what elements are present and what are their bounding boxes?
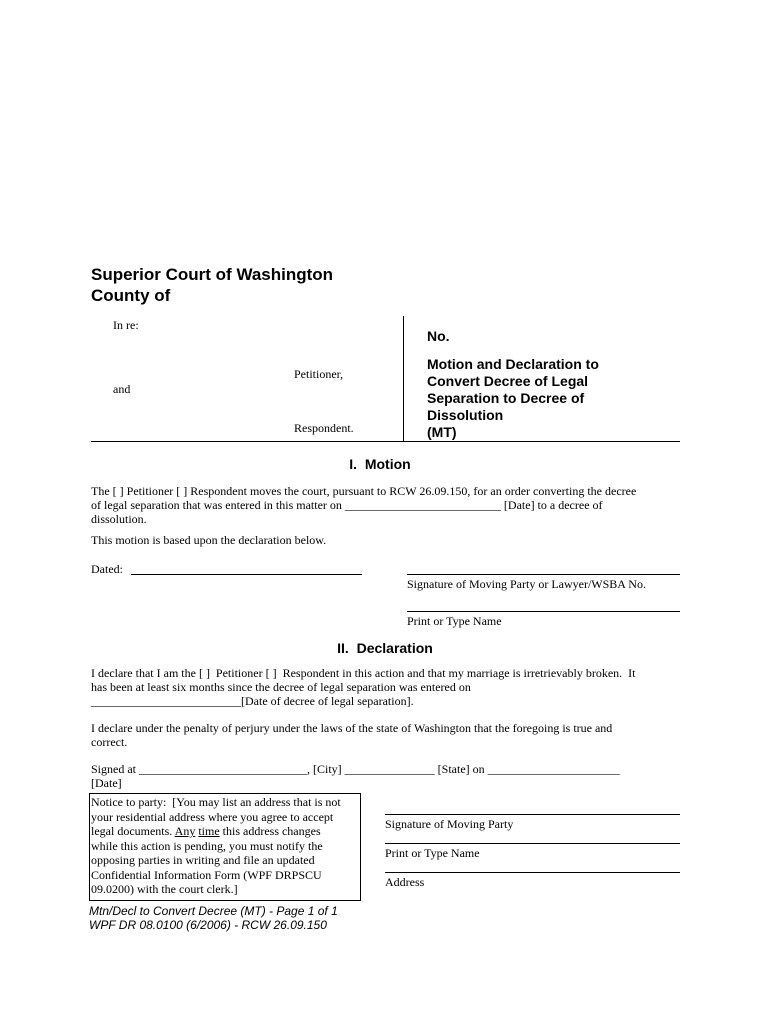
form-title-line: (MT)	[427, 424, 457, 440]
notice-emphasis: time	[198, 824, 220, 838]
footer-line: WPF DR 08.0100 (6/2006) - RCW 26.09.150	[89, 918, 327, 932]
declaration-text: _________________________[Date of decree of legal separation].	[91, 694, 414, 708]
print-name-field[interactable]	[407, 611, 680, 612]
notice-text: Confidential Information Form (WPF DRPSCU	[91, 868, 322, 882]
moving-party-name-label: Print or Type Name	[385, 846, 480, 860]
dated-label: Dated:	[91, 562, 123, 576]
motion-text: of legal separation that was entered in this matter on __________________________ [Date] to a decree of	[91, 498, 603, 512]
motion-text: dissolution.	[91, 512, 147, 526]
address-label: Address	[385, 875, 425, 889]
motion-basis: This motion is based upon the declaration below.	[91, 533, 327, 547]
notice-text: opposing parties in writing and file an updated	[91, 853, 315, 867]
motion-text: The [ ] Petitioner [ ] Respondent moves the court, pursuant to RCW 26.09.150, for an order converting the decree	[91, 484, 637, 498]
county-label: County of	[91, 286, 171, 305]
form-title-line: Dissolution	[427, 407, 504, 423]
signature-field[interactable]	[407, 574, 680, 575]
notice-text	[91, 824, 321, 839]
moving-party-signature-field[interactable]	[385, 814, 680, 815]
address-field[interactable]	[385, 872, 680, 873]
form-title-line: Motion and Declaration to	[427, 356, 599, 372]
caption-rule	[91, 441, 680, 442]
dated-field[interactable]	[131, 574, 362, 575]
court-name: Superior Court of Washington	[91, 265, 334, 284]
footer-line: Mtn/Decl to Convert Decree (MT) - Page 1 of 1	[89, 904, 338, 918]
form-title-line: Separation to Decree of	[427, 390, 585, 406]
perjury-text: I declare under the penalty of perjury under the laws of the state of Washington that the foregoing is true and	[91, 721, 613, 735]
in-re-label: In re:	[113, 318, 139, 332]
declaration-text: I declare that I am the [ ] Petitioner [ ] Respondent in this action and that my marriage is irretrievably broken. It	[91, 666, 636, 680]
respondent-label: Respondent.	[294, 421, 354, 435]
and-label: and	[113, 382, 131, 396]
signed-date-label: [Date]	[91, 776, 122, 790]
notice-text: while this action is pending, you must notify the	[91, 839, 323, 853]
declaration-text: has been at least six months since the decree of legal separation was entered on	[91, 680, 471, 694]
motion-heading: I. Motion	[349, 456, 411, 472]
caption-divider	[403, 316, 404, 442]
signed-at-line: Signed at ____________________________, [City] _______________ [State] on ______________________	[91, 762, 620, 776]
notice-text-part: this address changes	[219, 824, 321, 838]
notice-text-part: legal documents.	[91, 824, 175, 838]
notice-text: 09.0200) with the court clerk.]	[91, 882, 238, 896]
form-title-line: Convert Decree of Legal	[427, 373, 589, 389]
moving-party-name-field[interactable]	[385, 843, 680, 844]
notice-text: Notice to party: [You may list an address that is not	[91, 795, 341, 809]
notice-text: your residential address where you agree to accept	[91, 810, 334, 824]
petitioner-label: Petitioner,	[294, 367, 344, 381]
case-number-label: No.	[427, 328, 450, 344]
notice-emphasis: Any	[174, 824, 196, 838]
perjury-text: correct.	[91, 735, 128, 749]
moving-party-signature-label: Signature of Moving Party	[385, 817, 514, 831]
declaration-heading: II. Declaration	[337, 640, 433, 656]
print-name-label: Print or Type Name	[407, 614, 502, 628]
signature-label: Signature of Moving Party or Lawyer/WSBA No.	[407, 577, 646, 591]
